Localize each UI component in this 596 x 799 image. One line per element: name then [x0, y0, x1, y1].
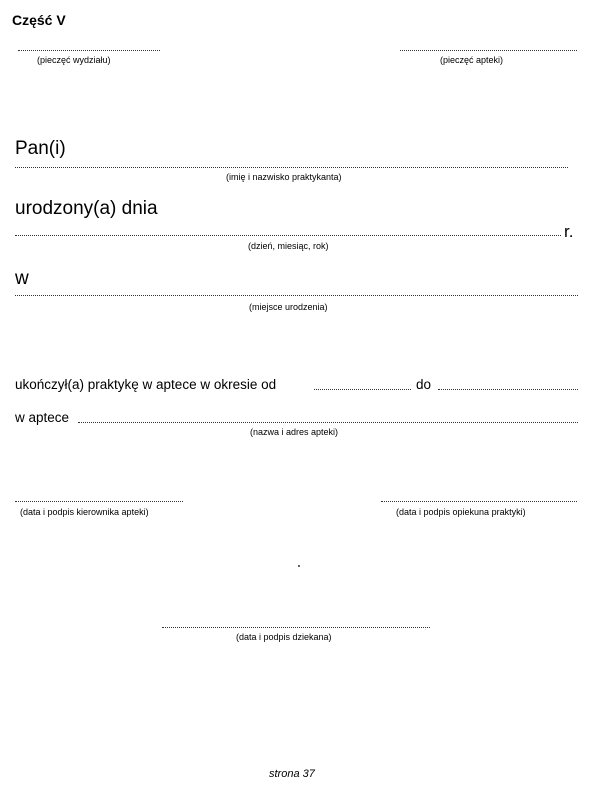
dean-signature-line[interactable]: [162, 627, 430, 628]
pharmacy-label: w aptece: [15, 410, 70, 425]
department-stamp-line: [18, 50, 160, 51]
page-number: strona 37: [269, 768, 315, 780]
small-dot: [298, 565, 300, 567]
birth-caption: (dzień, miesiąc, rok): [248, 241, 329, 251]
department-stamp-caption: (pieczęć wydziału): [37, 55, 111, 65]
section-title: Część V: [12, 12, 66, 28]
trainee-name-field[interactable]: [15, 167, 568, 168]
birth-year-suffix: r.: [564, 222, 574, 241]
manager-signature-caption: (data i podpis kierownika apteki): [20, 507, 149, 517]
supervisor-signature-caption: (data i podpis opiekuna praktyki): [396, 507, 526, 517]
manager-signature-line[interactable]: [15, 501, 183, 502]
supervisor-signature-line[interactable]: [381, 501, 577, 502]
birthplace-field[interactable]: [15, 295, 578, 296]
period-to-field[interactable]: [438, 389, 578, 390]
completion-label: ukończył(a) praktykę w aptece w okresie od: [15, 377, 277, 392]
pharmacy-address-field[interactable]: [78, 422, 578, 423]
dean-signature-caption: (data i podpis dziekana): [236, 632, 332, 642]
pharmacy-caption: (nazwa i adres apteki): [250, 427, 339, 437]
trainee-label: Pan(i): [15, 138, 66, 159]
trainee-caption: (imię i nazwisko praktykanta): [226, 172, 342, 182]
period-from-field[interactable]: [314, 389, 411, 390]
birthplace-caption: (miejsce urodzenia): [249, 302, 328, 312]
birth-date-field[interactable]: [15, 235, 561, 236]
completion-to-label: do: [416, 377, 432, 392]
birth-label: urodzony(a) dnia: [15, 198, 158, 219]
pharmacy-stamp-line: [400, 50, 577, 51]
birthplace-label: w: [15, 268, 29, 289]
pharmacy-stamp-caption: (pieczęć apteki): [440, 55, 504, 65]
